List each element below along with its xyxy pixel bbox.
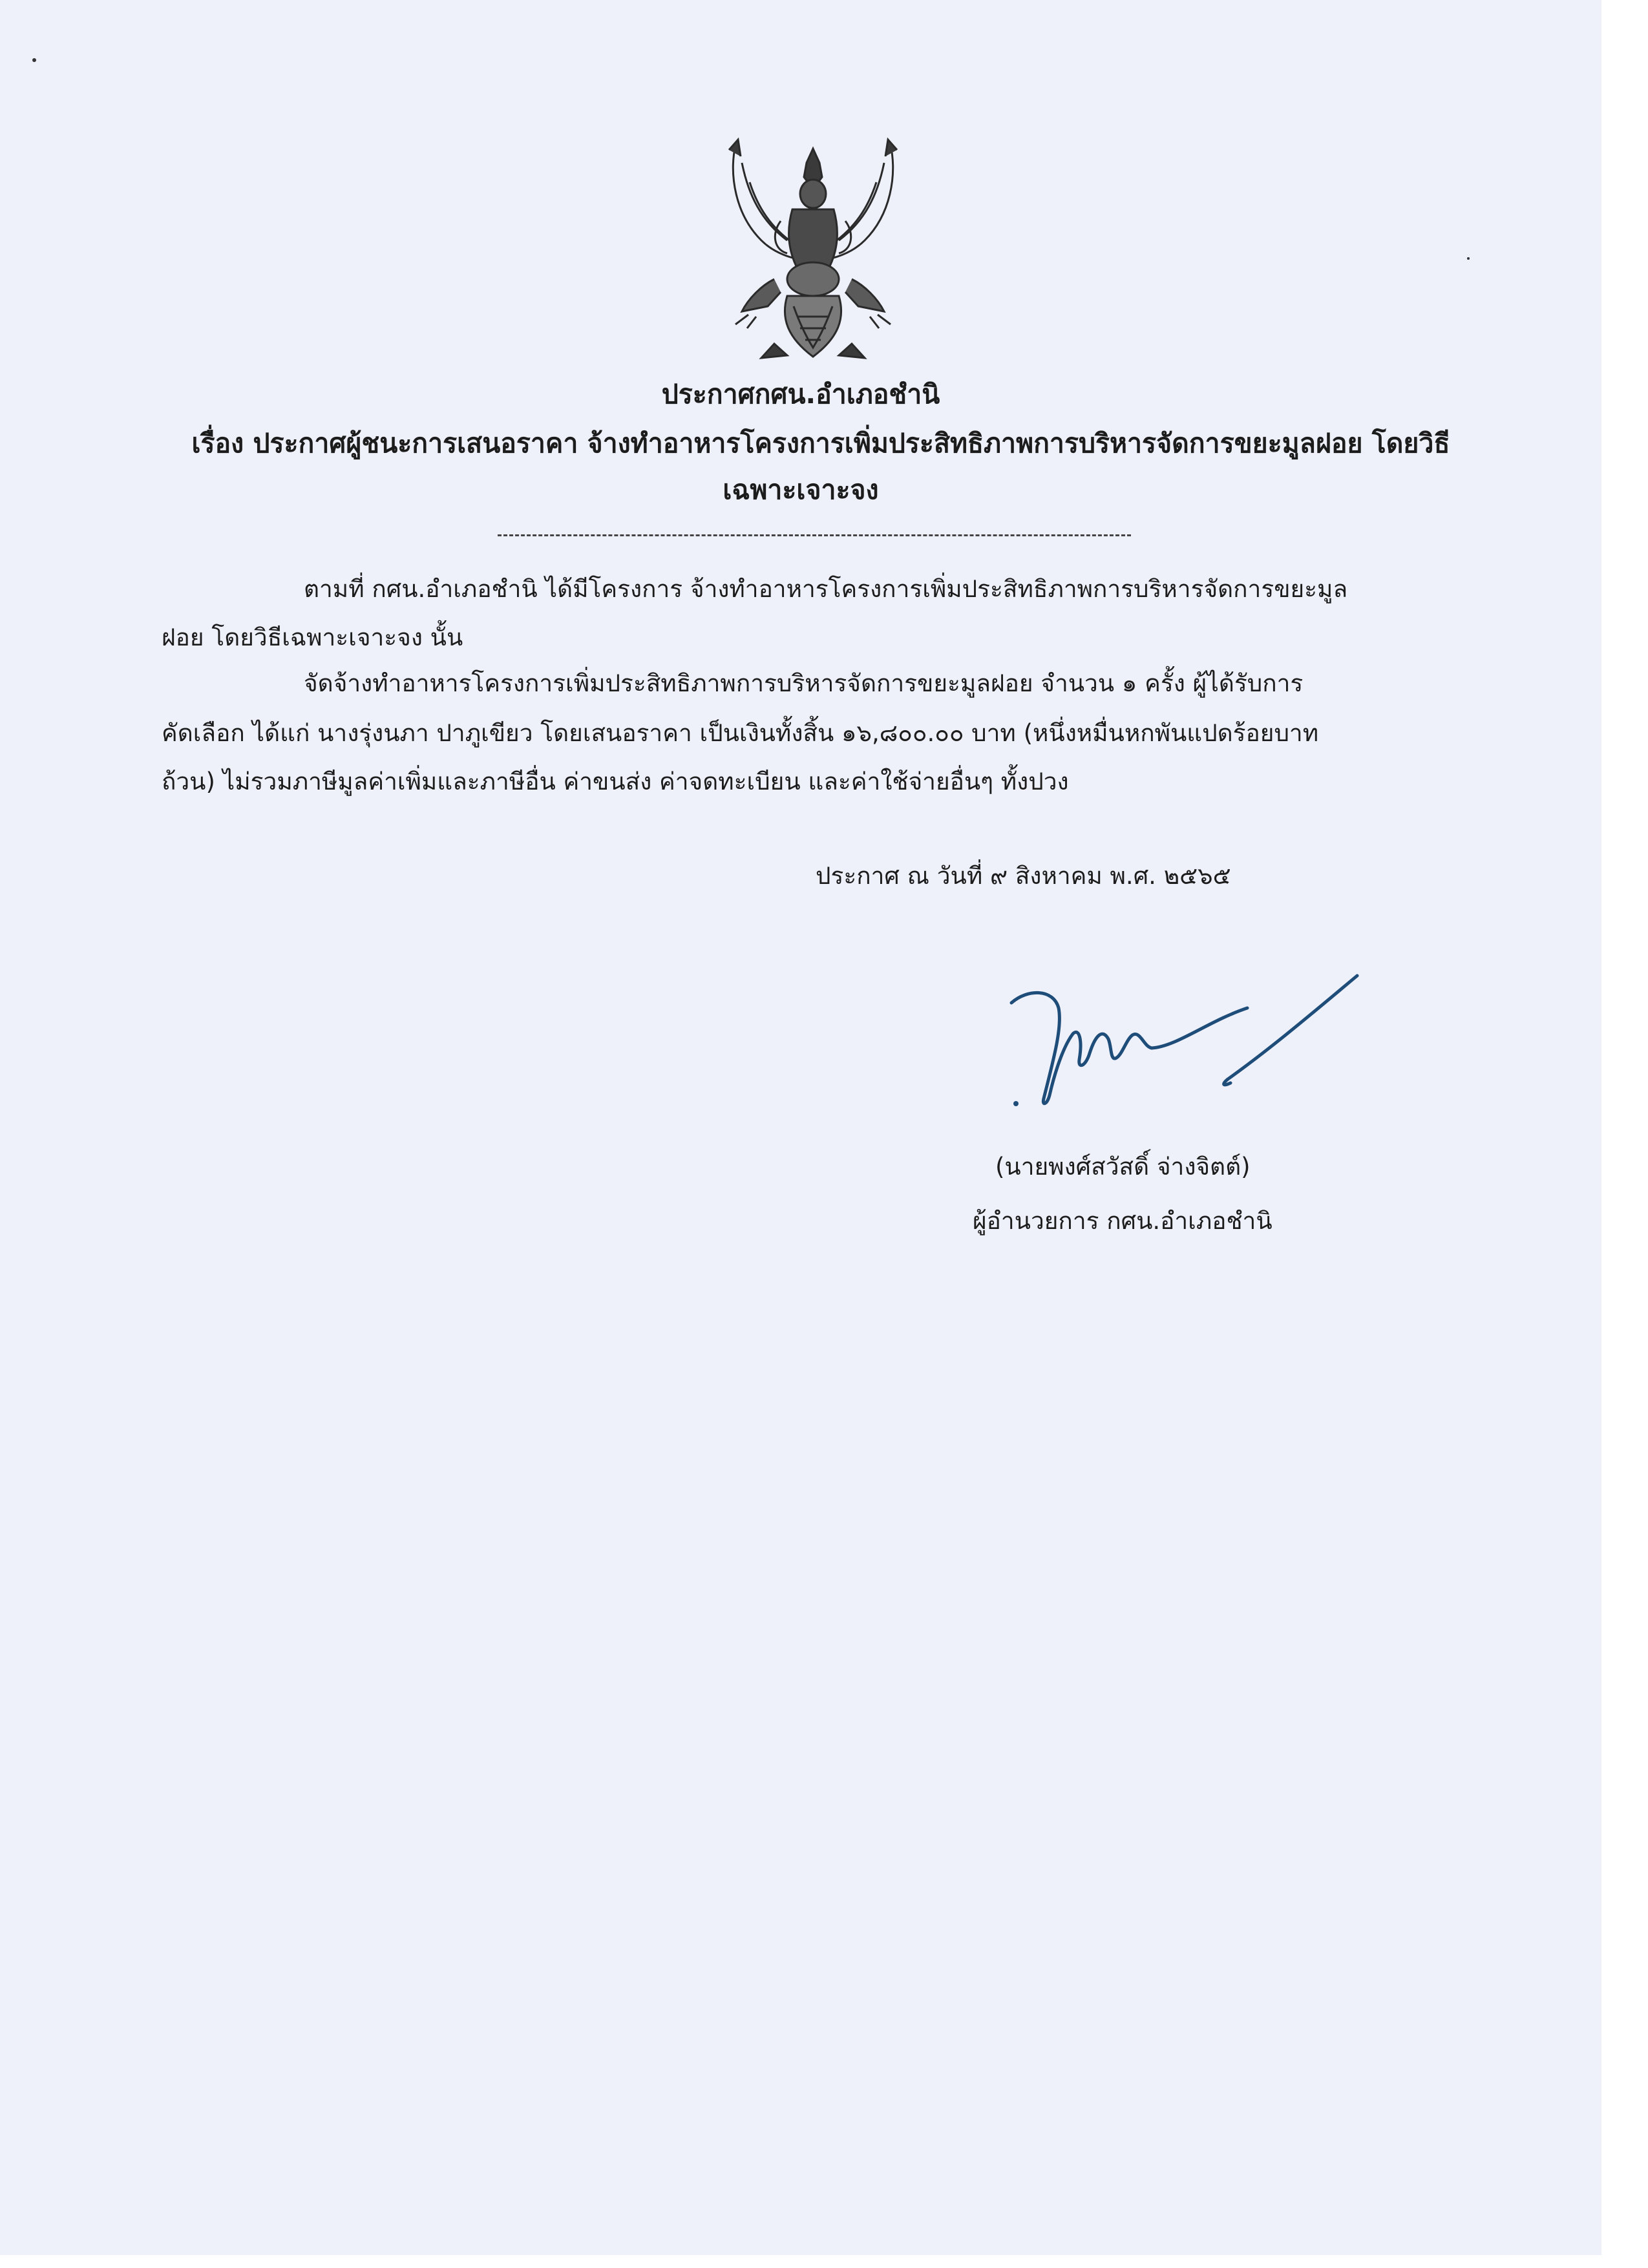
paragraph-1-line-1: ตามที่ กศน.อำเภอชำนิ ได้มีโครงการ จ้างทำอาหารโครงการเพิ่มประสิทธิภาพการบริหารจัดการขยะมูล xyxy=(304,575,1348,603)
paragraph-2-line-1: จัดจ้างทำอาหารโครงการเพิ่มประสิทธิภาพการบริหารจัดการขยะมูลฝอย จำนวน ๑ ครั้ง ผู้ได้รับการ xyxy=(304,669,1304,697)
paragraph-2-line-2: คัดเลือก ได้แก่ นางรุ่งนภา ปาภูเขียว โดยเสนอราคา เป็นเงินทั้งสิ้น ๑๖,๘๐๐.๐๐ บาท (หนึ่งหมื่นหกพันแปดร้อยบาท xyxy=(162,719,1319,747)
scan-margin-right xyxy=(1601,0,1648,2268)
separator-rule xyxy=(498,534,1131,536)
announcement-title: ประกาศกศน.อำเภอชำนิ xyxy=(661,379,940,410)
scan-speck xyxy=(1467,257,1470,260)
paragraph-1-line-2: ฝอย โดยวิธีเฉพาะเจาะจง นั้น xyxy=(162,624,463,651)
scan-margin-bottom xyxy=(0,2255,1648,2268)
paragraph-2-line-3: ถ้วน) ไม่รวมภาษีมูลค่าเพิ่มและภาษีอื่น ค่าขนส่ง ค่าจดทะเบียน และค่าใช้จ่ายอื่นๆ ทั้งปวง xyxy=(162,768,1069,795)
scan-speck xyxy=(32,58,36,62)
garuda-emblem-icon xyxy=(710,137,916,370)
subject-line: เรื่อง ประกาศผู้ชนะการเสนอราคา จ้างทำอาหารโครงการเพิ่มประสิทธิภาพการบริหารจัดการขยะมูลฝอย โดยวิธี xyxy=(191,428,1450,459)
handwritten-signature xyxy=(982,963,1383,1118)
signer-position: ผู้อำนวยการ กศน.อำเภอชำนิ xyxy=(973,1207,1273,1235)
signer-name: (นายพงศ์สวัสดิ์ จ่างจิตต์) xyxy=(995,1153,1251,1181)
subject-line-continued: เฉพาะเจาะจง xyxy=(723,474,879,505)
announcement-date: ประกาศ ณ วันที่ ๙ สิงหาคม พ.ศ. ๒๕๖๕ xyxy=(816,862,1231,890)
